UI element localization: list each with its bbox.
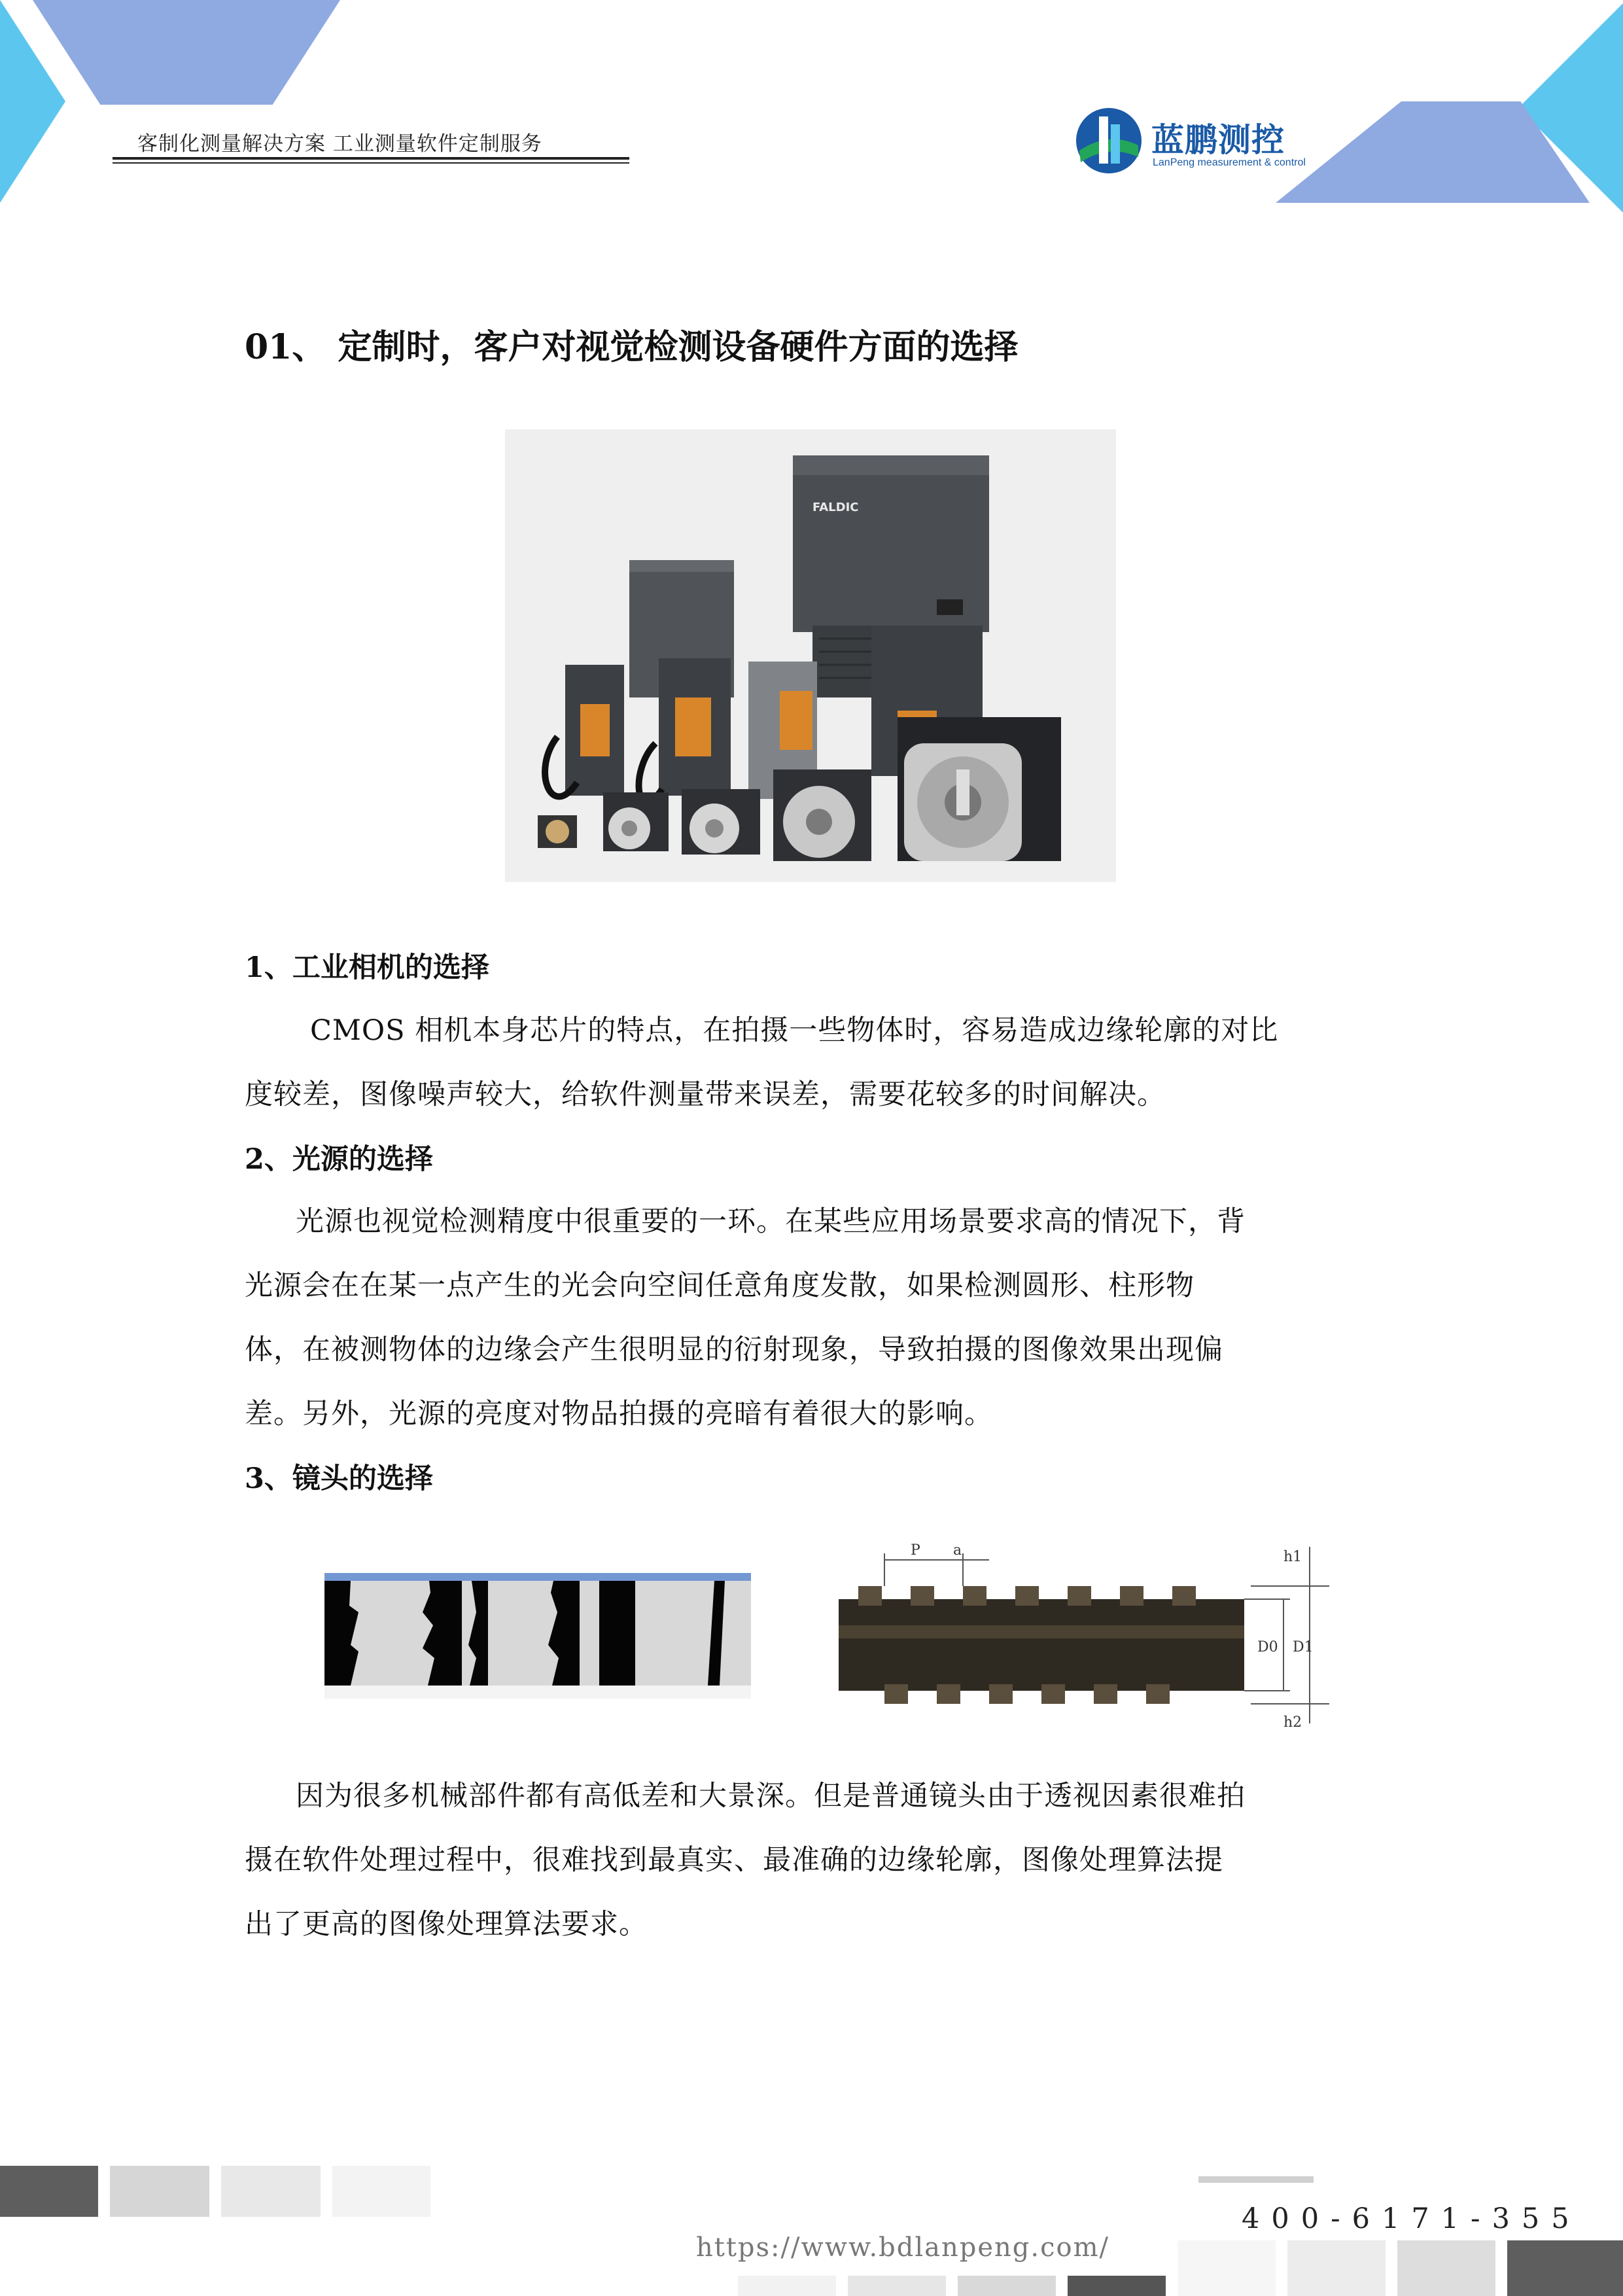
header-tagline: 客制化测量解决方案 工业测量软件定制服务 bbox=[137, 132, 542, 156]
dimension-label: D0 bbox=[1257, 1639, 1278, 1655]
paragraph-line: 度较差，图像噪声较大，给软件测量带来误差，需要花较多的时间解决。 bbox=[245, 1078, 1166, 1111]
paragraph-line: 摄在软件处理过程中，很难找到最真实、最准确的边缘轮廓，图像处理算法提 bbox=[245, 1844, 1223, 1877]
paragraph-line: 因为很多机械部件都有高低差和大景深。但是普通镜头由于透视因素很难拍 bbox=[296, 1780, 1246, 1812]
dimension-label: D1 bbox=[1293, 1639, 1314, 1655]
paragraph-line: 出了更高的图像处理算法要求。 bbox=[245, 1908, 648, 1941]
paragraph-line: 光源会在在某一点产生的光会向空间任意角度发散，如果检测圆形、柱形物 bbox=[245, 1269, 1195, 1302]
figure-brand-label: FALDIC bbox=[812, 501, 859, 514]
footer-decor-block bbox=[110, 2166, 209, 2217]
header-rule bbox=[113, 157, 629, 160]
footer-decor-block bbox=[332, 2166, 430, 2217]
footer-decor-block bbox=[1507, 2240, 1623, 2296]
paragraph-line: 体，在被测物体的边缘会产生很明显的衍射现象，导致拍摄的图像效果出现偏 bbox=[245, 1333, 1223, 1366]
threaded-rod-dimension-diagram bbox=[832, 1527, 1336, 1738]
edge-silhouette-image bbox=[324, 1573, 751, 1699]
paragraph-line: 光源也视觉检测精度中很重要的一环。在某些应用场景要求高的情况下，背 bbox=[296, 1205, 1246, 1238]
paragraph-line: CMOS 相机本身芯片的特点，在拍摄一些物体时，容易造成边缘轮廓的对比 bbox=[310, 1014, 1279, 1047]
section-title: 01、 定制时，客户对视觉检测设备硬件方面的选择 bbox=[245, 327, 1019, 367]
footer-decor-block bbox=[1397, 2240, 1495, 2296]
footer-decor-block bbox=[848, 2276, 946, 2296]
footer-decor-block bbox=[738, 2276, 836, 2296]
heading-light-source-selection: 2、光源的选择 bbox=[245, 1143, 433, 1176]
lanpeng-logo-icon bbox=[1073, 105, 1145, 177]
heading-lens-selection: 3、镜头的选择 bbox=[245, 1462, 433, 1495]
dimension-label: h2 bbox=[1283, 1714, 1302, 1731]
paragraph-line: 差。另外，光源的亮度对物品拍摄的亮暗有着很大的影响。 bbox=[245, 1398, 993, 1430]
logo-wordmark: 蓝鹏测控 bbox=[1151, 121, 1285, 159]
footer-phone-rule bbox=[1198, 2176, 1314, 2183]
footer-decor-block bbox=[958, 2276, 1056, 2296]
footer-decor-block bbox=[1068, 2276, 1166, 2296]
heading-camera-selection: 1、工业相机的选择 bbox=[245, 951, 489, 984]
footer-url-link[interactable]: https://www.bdlanpeng.com/ bbox=[696, 2233, 1110, 2263]
logo-subtitle: LanPeng measurement & control bbox=[1153, 157, 1306, 168]
footer-decor-block bbox=[1178, 2240, 1276, 2296]
footer-decor-block bbox=[1287, 2240, 1386, 2296]
servo-products-photo bbox=[505, 429, 1116, 882]
dimension-label: h1 bbox=[1283, 1549, 1302, 1565]
footer-phone: 400-6171-355 bbox=[1242, 2202, 1581, 2235]
header-rule-thin bbox=[113, 162, 629, 164]
header-trapezoid-top bbox=[33, 0, 340, 105]
footer-decor-block bbox=[221, 2166, 321, 2217]
dimension-label: P bbox=[911, 1542, 920, 1559]
dimension-label: a bbox=[953, 1542, 962, 1559]
footer-decor-block bbox=[0, 2166, 98, 2217]
